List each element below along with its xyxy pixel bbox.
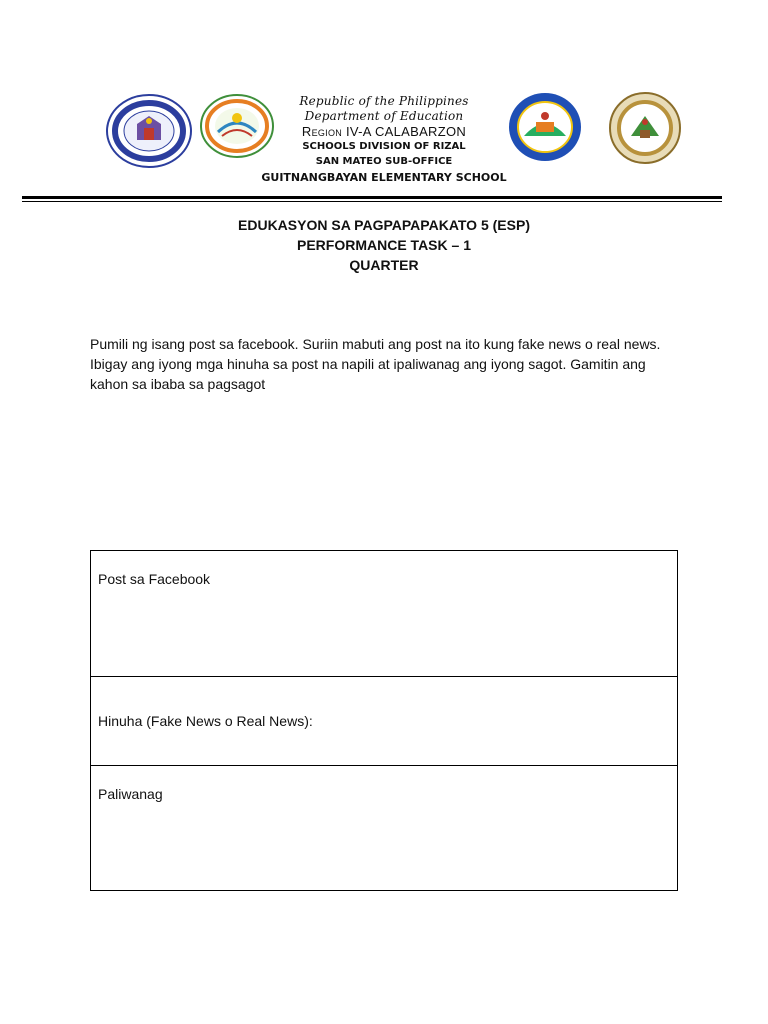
header-region: Region IV-A CALABARZON (301, 124, 467, 139)
hinuha-label: Hinuha (Fake News o Real News): (98, 713, 313, 729)
header-school-name: GUITNANGBAYAN ELEMENTARY SCHOOL (261, 171, 507, 184)
header-division: SCHOOLS DIVISION OF RIZAL (302, 141, 466, 152)
header-rule-thin (22, 201, 722, 202)
hinuha-cell[interactable] (91, 677, 677, 766)
document-title: EDUKASYON SA PAGPAPAPAKATO 5 (ESP) (238, 217, 530, 233)
paliwanag-cell[interactable] (91, 766, 677, 890)
header-department: Department of Education (304, 109, 464, 123)
document-subtitle: PERFORMANCE TASK – 1 (297, 237, 471, 253)
paliwanag-label: Paliwanag (98, 786, 163, 802)
instructions-paragraph: Pumili ng isang post sa facebook. Suriin mabuti ang post na ito kung fake news o real news. Ibigay ang iyong mga hinuha sa post na napili at ipaliwanag ang iyong sagot. Gamitin ang kahon sa ibaba sa pagsagot (90, 336, 661, 392)
header-rule-thick (22, 196, 722, 199)
document-quarter: QUARTER (349, 257, 419, 273)
answer-table (90, 550, 678, 891)
post-cell[interactable] (91, 551, 677, 677)
header-suboffice: SAN MATEO SUB-OFFICE (315, 156, 453, 167)
post-label: Post sa Facebook (98, 571, 211, 587)
header-republic: Republic of the Philippines (299, 94, 469, 108)
